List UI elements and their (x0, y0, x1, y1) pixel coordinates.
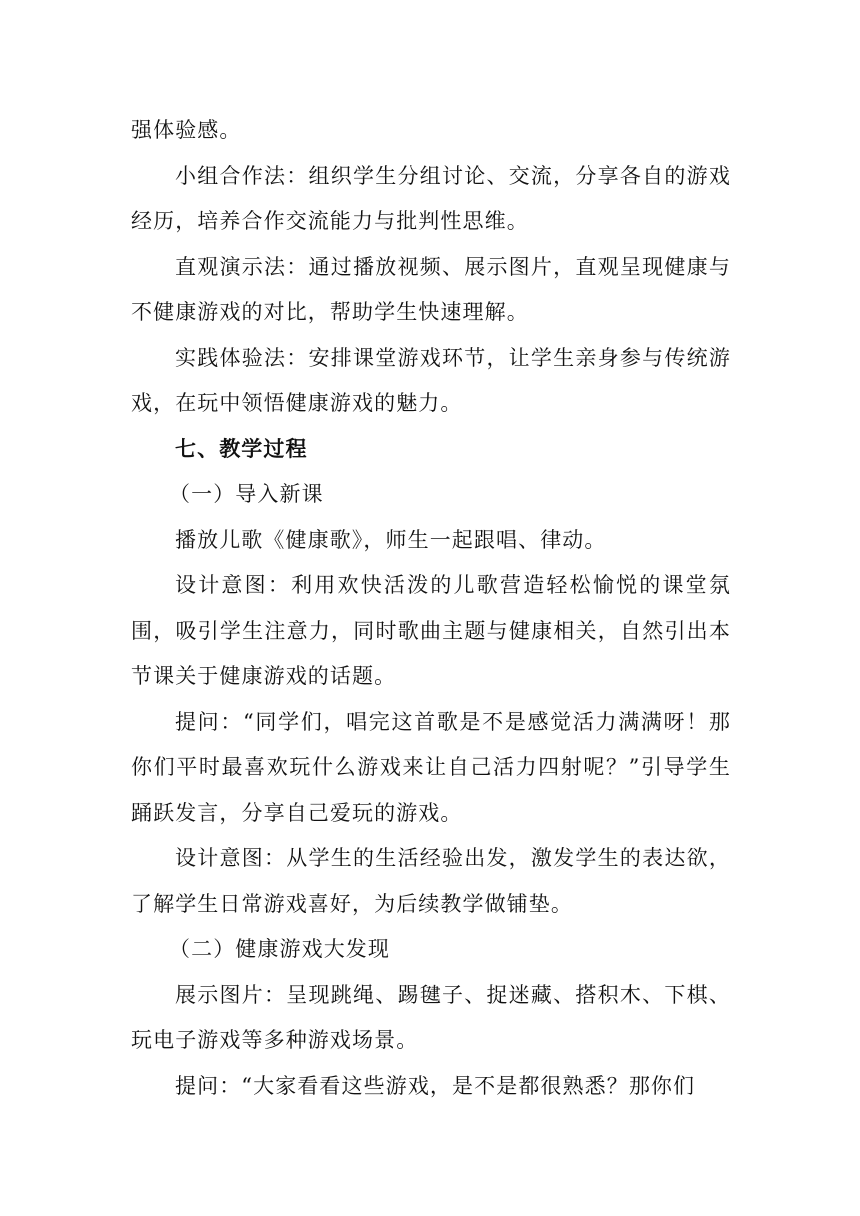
section-heading-teaching-process: 七、教学过程 (175, 436, 308, 461)
paragraph-design-intent-1: 设计意图：利用欢快活泼的儿歌营造轻松愉悦的课堂氛围，吸引学生注意力，同时歌曲主题与健康相关，自然引出本节课关于健康游戏的话题。 (131, 573, 731, 688)
subheading-introduction: （一）导入新课 (169, 482, 324, 506)
paragraph-question-1: 提问：“同学们，唱完这首歌是不是感觉活力满满呀！那你们平时最喜欢玩什么游戏来让自己活力四射呢？”引导学生踊跃发言，分享自己爱玩的游戏。 (131, 709, 731, 825)
paragraph-design-intent-2: 设计意图：从学生的生活经验出发，激发学生的表达欲，了解学生日常游戏喜好，为后续教学做铺垫。 (131, 846, 731, 916)
paragraph-demonstration: 直观演示法：通过播放视频、展示图片，直观呈现健康与不健康游戏的对比，帮助学生快速理解。 (131, 254, 731, 324)
subheading-discovery: （二）健康游戏大发现 (169, 937, 390, 961)
paragraph-question-2: 提问：“大家看看这些游戏，是不是都很熟悉？那你们 (175, 1073, 696, 1098)
paragraph-group-cooperation: 小组合作法：组织学生分组讨论、交流，分享各自的游戏经历，培养合作交流能力与批判性思维。 (131, 163, 731, 233)
paragraph-practice: 实践体验法：安排课堂游戏环节，让学生亲身参与传统游戏，在玩中领悟健康游戏的魅力。 (131, 345, 731, 415)
paragraph-continuation: 强体验感。 (131, 118, 242, 142)
paragraph-song: 播放儿歌《健康歌》，师生一起跟唱、律动。 (175, 527, 607, 552)
document-body (131, 108, 731, 1109)
paragraph-show-pictures: 展示图片：呈现跳绳、踢毽子、捉迷藏、搭积木、下棋、玩电子游戏等多种游戏场景。 (131, 982, 731, 1052)
